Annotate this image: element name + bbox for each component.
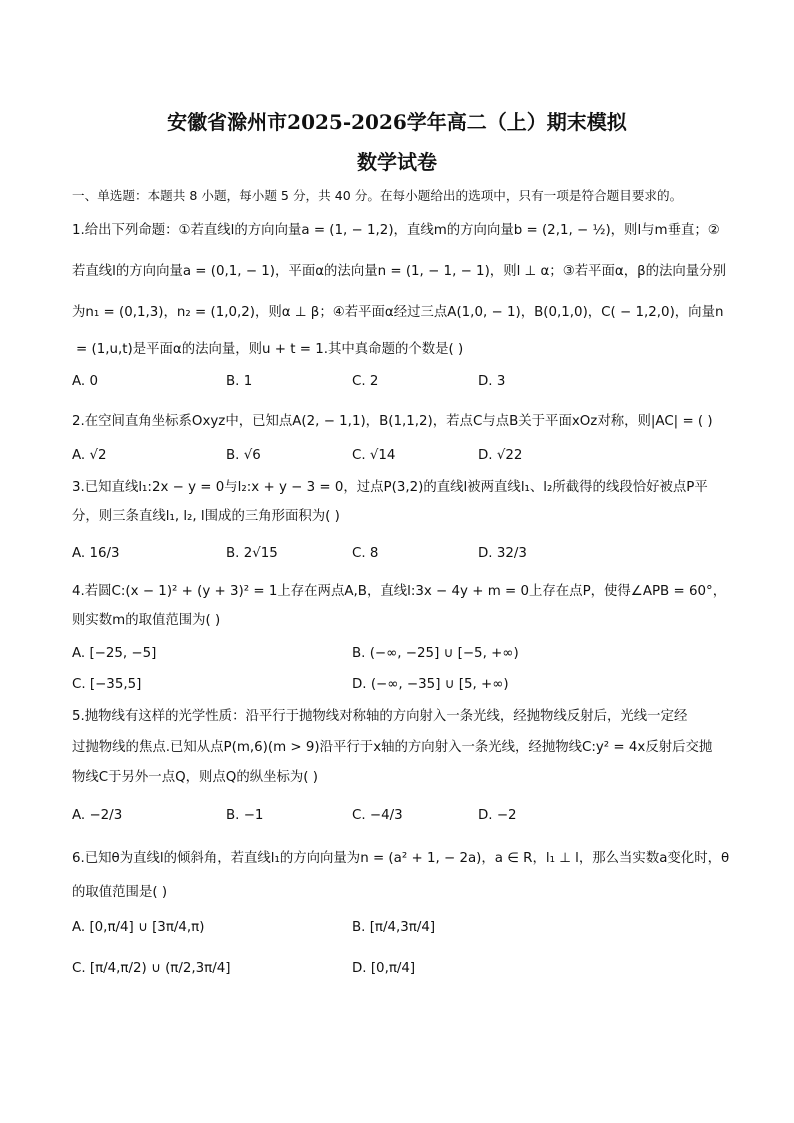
option-c: C. 2 <box>352 374 379 389</box>
question-line: 1.给出下列命题：①若直线l的方向向量a = (1, − 1,2)，直线m的方向向量b = (2,1, − ½)，则l与m垂直；② <box>72 223 720 238</box>
option-a: A. √2 <box>72 448 107 463</box>
option-d: D. √22 <box>478 448 523 463</box>
question-line: 则实数m的取值范围为( ) <box>72 613 221 628</box>
option-a: A. 0 <box>72 374 98 389</box>
option-a: A. 16/3 <box>72 546 120 561</box>
option-a: A. [0,π/4] ∪ [3π/4,π) <box>72 920 205 935</box>
question-line: 2.在空间直角坐标系Oxyz中，已知点A(2, − 1,1)，B(1,1,2)，若点C与点B关于平面xOz对称，则|AC| = ( ) <box>72 414 713 429</box>
option-d: D. 3 <box>478 374 506 389</box>
option-a: A. [−25, −5] <box>72 646 157 661</box>
section-heading: 一、单选题：本题共 8 小题，每小题 5 分，共 40 分。在每小题给出的选项中，只有一项是符合题目要求的。 <box>72 188 683 203</box>
option-d: D. [0,π/4] <box>352 961 416 976</box>
option-b: B. [π/4,3π/4] <box>352 920 436 935</box>
question-line: 3.已知直线l₁:2x − y = 0与l₂:x + y − 3 = 0，过点P(3,2)的直线l被两直线l₁、l₂所截得的线段恰好被点P平 <box>72 480 708 495</box>
option-b: B. 2√15 <box>226 546 278 561</box>
option-d: D. 32/3 <box>478 546 527 561</box>
option-b: B. (−∞, −25] ∪ [−5, +∞) <box>352 646 519 661</box>
option-c: C. 8 <box>352 546 379 561</box>
question-line: 6.已知θ为直线l的倾斜角，若直线l₁的方向向量为n = (a² + 1, − 2a)，a ∈ R，l₁ ⊥ l，那么当实数a变化时，θ <box>72 851 730 866</box>
question-line: 若直线l的方向向量a = (0,1, − 1)，平面α的法向量n = (1, − 1, − 1)，则l ⊥ α；③若平面α，β的法向量分别 <box>72 264 726 279</box>
question-line: 为n₁ = (0,1,3)，n₂ = (1,0,2)，则α ⊥ β；④若平面α经过三点A(1,0, − 1)，B(0,1,0)，C( − 1,2,0)，向量n <box>72 305 724 320</box>
option-a: A. −2/3 <box>72 808 123 823</box>
option-c: C. −4/3 <box>352 808 403 823</box>
option-b: B. 1 <box>226 374 253 389</box>
question-line: 4.若圆C:(x − 1)² + (y + 3)² = 1上存在两点A,B，直线l:3x − 4y + m = 0上存在点P，使得∠APB = 60°， <box>72 584 727 599</box>
page-subtitle: 数学试卷 <box>357 150 437 174</box>
option-d: D. −2 <box>478 808 517 823</box>
question-line: 过抛物线的焦点.已知从点P(m,6)(m > 9)沿平行于x轴的方向射入一条光线，经抛物线C:y² = 4x反射后交抛 <box>72 740 713 755</box>
question-line: = (1,u,t)是平面α的法向量，则u + t = 1.其中真命题的个数是( ) <box>76 342 464 357</box>
option-c: C. √14 <box>352 448 396 463</box>
option-b: B. √6 <box>226 448 261 463</box>
option-b: B. −1 <box>226 808 264 823</box>
question-line: 物线C于另外一点Q，则点Q的纵坐标为( ) <box>72 770 318 785</box>
question-line: 5.抛物线有这样的光学性质：沿平行于抛物线对称轴的方向射入一条光线，经抛物线反射后，光线一定经 <box>72 709 688 724</box>
option-d: D. (−∞, −35] ∪ [5, +∞) <box>352 677 509 692</box>
question-line: 分，则三条直线l₁, l₂, l围成的三角形面积为( ) <box>72 509 340 524</box>
question-line: 的取值范围是( ) <box>72 885 168 900</box>
page-title: 安徽省滁州市2025-2026学年高二（上）期末模拟 <box>167 110 627 134</box>
option-c: C. [−35,5] <box>72 677 142 692</box>
option-c: C. [π/4,π/2) ∪ (π/2,3π/4] <box>72 961 231 976</box>
